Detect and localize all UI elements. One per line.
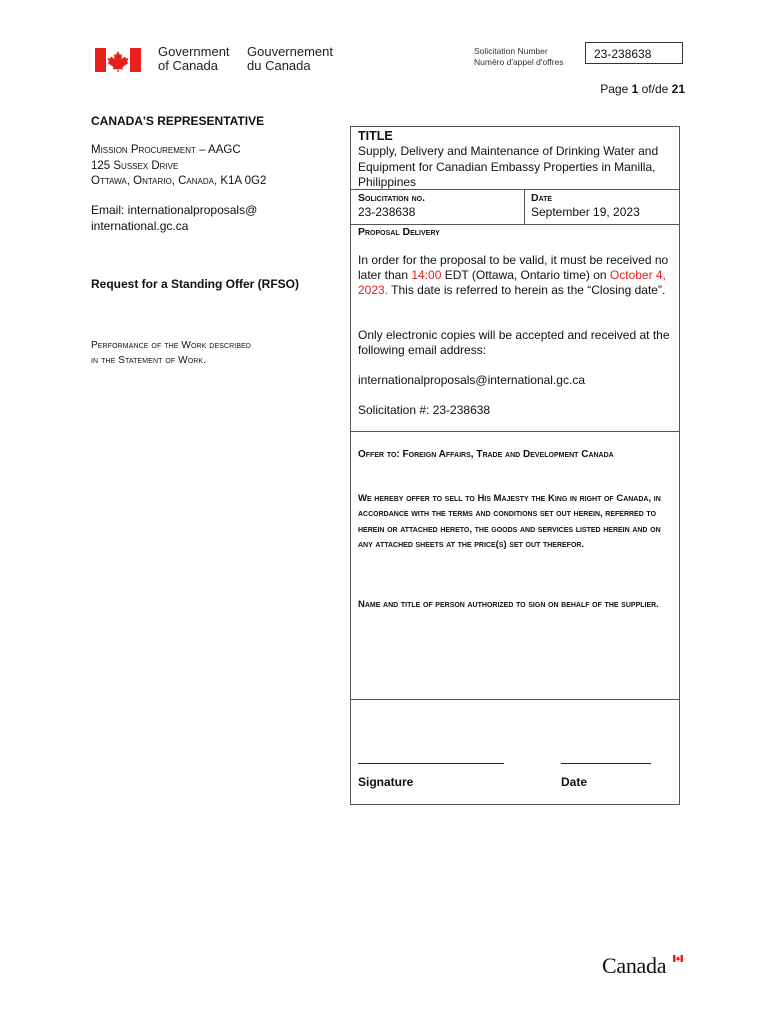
address-line3: Ottawa, Ontario, Canada, K1A 0G2 xyxy=(91,175,267,187)
divider xyxy=(351,699,679,700)
address-line2: 125 Sussex Drive xyxy=(91,159,179,172)
solicitation-label-fr: Numéro d'appel d'offres xyxy=(474,57,564,67)
title-heading: TITLE xyxy=(358,129,393,143)
performance-line1: Performance of the Work described xyxy=(91,340,252,351)
solicitation-number-label xyxy=(474,46,564,68)
solicitation-hash: Solicitation #: 23-238638 xyxy=(358,403,491,417)
solicitation-form-box xyxy=(350,126,680,805)
rfso-title: Request for a Standing Offer (RFSO) xyxy=(91,277,300,291)
email-line2: international.gc.ca xyxy=(91,218,189,233)
title-text: Supply, Delivery and Maintenance of Drinking Water and Equipment for Canadian Embassy Properties in Manilla, Philippines xyxy=(358,144,659,189)
pd-part1: In order for the proposal to be valid, it must be received no later than xyxy=(358,253,669,282)
authorized-signer-heading: Name and title of person authorized to sign on behalf of the supplier. xyxy=(358,599,659,610)
signature-line[interactable] xyxy=(358,763,504,764)
gov-en-line1: Government xyxy=(158,44,230,59)
date-value: September 19, 2023 xyxy=(531,205,640,219)
email-line1: Email: internationalproposals@ xyxy=(91,203,258,217)
page-prefix: Page xyxy=(600,82,632,96)
date-heading: Date xyxy=(531,192,553,204)
solicitation-no-heading: Solicitation no. xyxy=(358,192,426,204)
canada-wordmark: Canada xyxy=(602,953,667,978)
divider xyxy=(351,189,679,190)
wordmark-flag-icon xyxy=(673,955,683,962)
offer-to-heading: Offer to: Foreign Affairs, Trade and Development Canada xyxy=(358,449,614,460)
gov-fr-line2: du Canada xyxy=(247,58,311,73)
government-of-canada-en xyxy=(158,45,230,73)
gov-en-line2: of Canada xyxy=(158,58,218,73)
divider xyxy=(524,189,525,224)
delivery-email: internationalproposals@international.gc.ca xyxy=(358,373,585,387)
electronic-copies-note: Only electronic copies will be accepted and received at the following email address: xyxy=(358,328,670,357)
performance-line2: in the Statement of Work. xyxy=(91,355,207,366)
representative-email xyxy=(91,203,257,234)
solicitation-no-value: 23-238638 xyxy=(358,205,416,219)
signature-label: Signature xyxy=(358,775,414,789)
proposal-delivery-heading: Proposal Delivery xyxy=(358,226,440,238)
solicitation-number-box: 23-238638 xyxy=(585,42,683,64)
date-line[interactable] xyxy=(561,763,651,764)
offer-statement: We hereby offer to sell to His Majesty the King in right of Canada, in accordance with the terms and conditions set out herein, referred to herein or attached hereto, the goods and services listed herein and on any attached sheets at the price(s) set out therefor. xyxy=(358,493,661,550)
date-label: Date xyxy=(561,775,588,789)
divider xyxy=(351,224,679,225)
proposal-delivery-text xyxy=(358,253,676,298)
deadline-time: 14:00 xyxy=(411,268,442,282)
page-total: 21 xyxy=(671,82,685,96)
government-of-canada-fr xyxy=(247,45,333,73)
representative-heading: CANADA'S REPRESENTATIVE xyxy=(91,114,265,128)
page-number xyxy=(600,82,685,96)
page-current: 1 xyxy=(631,82,639,96)
address-line1: Mission Procurement – AAGC xyxy=(91,144,241,156)
solicitation-label-en: Solicitation Number xyxy=(474,46,548,56)
deadline-date: October 4, 2023. xyxy=(358,268,666,297)
divider xyxy=(351,431,679,432)
pd-part3: This date is referred to herein as the “Closing date”. xyxy=(388,283,666,297)
gov-fr-line1: Gouvernement xyxy=(247,44,333,59)
canada-flag-icon xyxy=(95,48,141,72)
representative-address xyxy=(91,143,266,190)
page-mid: of/de xyxy=(638,82,672,96)
pd-part2: EDT (Ottawa, Ontario time) on xyxy=(441,268,610,282)
performance-statement xyxy=(91,338,251,368)
